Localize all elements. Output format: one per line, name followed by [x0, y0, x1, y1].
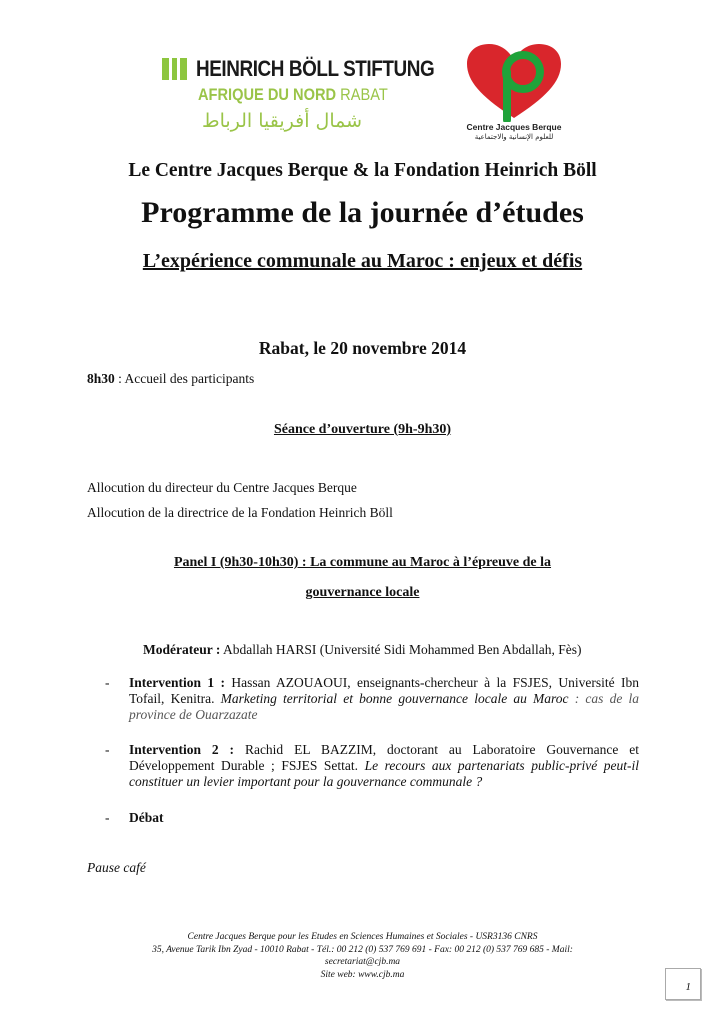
intervention-1-speaker: Hassan AZOUAOUI, enseignants-chercheur à la FSJES, Université Ibn Tofail, Kenitra. — [129, 675, 639, 706]
page-subtitle: L’expérience communale au Maroc : enjeux et défis — [142, 250, 583, 272]
page-title: Programme de la journée d’études — [141, 196, 584, 229]
heinrich-logo-subtitle — [198, 85, 388, 105]
intervention-2-topic: Le recours aux partenariats public-privé peut-il constituer un levier important pour la gouvernance communale ? — [129, 758, 639, 789]
event-date: Rabat, le 20 novembre 2014 — [258, 338, 467, 358]
cjb-logo-name: Centre Jacques Berque — [466, 122, 562, 132]
heinrich-boell-logo — [162, 56, 435, 142]
bullet-dash: - — [105, 675, 110, 690]
panel1-title-line1: Panel I (9h30-10h30) : La commune au Maroc à l’épreuve de la — [173, 555, 552, 570]
footer-line-1: Centre Jacques Berque pour les Etudes en Sciences Humaines et Sociales - USR3136 CNRS — [187, 932, 538, 942]
intervention-1 — [129, 675, 639, 723]
bullet-dash: - — [105, 810, 110, 825]
page-number-box — [665, 968, 701, 1000]
footer-line-2: 35, Avenue Tarik Ibn Zyad - 10010 Rabat - Tél.: 00 212 (0) 537 769 691 - Fax: 00 212 (0) 537 769 685 - Mail: — [152, 945, 573, 955]
welcome-time: 8h30 — [87, 371, 115, 386]
intervention-1-label: Intervention 1 : — [129, 675, 226, 690]
green-bars-icon — [162, 58, 188, 80]
heinrich-logo-title: HEINRICH BÖLL STIFTUNG — [196, 56, 435, 81]
debate-item: Débat — [129, 810, 164, 825]
welcome-text: : Accueil des participants — [114, 371, 255, 386]
intervention-2-label: Intervention 2 : — [129, 742, 235, 757]
heinrich-logo-arabic: شمال أفريقيا الرباط — [202, 110, 363, 132]
intervention-1-topic-extra: : cas de la province de Ouarzazate — [129, 691, 640, 722]
opening-item-director: Allocution du directeur du Centre Jacques Berque — [87, 480, 357, 495]
intervention-2 — [129, 742, 639, 790]
page-number: 1 — [685, 981, 691, 993]
moderator-line — [143, 642, 581, 658]
footer-email: secretariat@cjb.ma — [324, 957, 401, 967]
moderator-label: Modérateur : — [143, 642, 221, 657]
opening-item-directrice: Allocution de la directrice de la Fondation Heinrich Böll — [87, 505, 393, 520]
heinrich-logo-region: AFRIQUE DU NORD — [198, 85, 337, 104]
cjb-logo-arabic: للعلوم الإنسانية والاجتماعية — [474, 133, 554, 141]
heinrich-logo-city: RABAT — [340, 85, 388, 104]
intervention-1-topic: Marketing territorial et bonne gouvernance locale au Maroc — [220, 691, 569, 706]
intervention-2-speaker: Rachid EL BAZZIM, doctorant au Laboratoire Gouvernance et Développement Durable ; FSJES Settat. — [129, 742, 639, 773]
opening-session-title: Séance d’ouverture (9h-9h30) — [273, 422, 452, 437]
cjb-logo — [463, 42, 565, 144]
bullet-dash: - — [105, 742, 110, 757]
organizers-heading: Le Centre Jacques Berque & la Fondation Heinrich Böll — [128, 160, 597, 181]
panel1-title-line2: gouvernance locale — [305, 585, 420, 600]
coffee-break: Pause café — [87, 860, 146, 875]
moderator-name: Abdallah HARSI (Université Sidi Mohammed Ben Abdallah, Fès) — [220, 642, 582, 657]
footer-website: Site web: www.cjb.ma — [320, 970, 405, 980]
cjb-heart-icon — [463, 42, 565, 122]
welcome-line — [87, 371, 254, 387]
